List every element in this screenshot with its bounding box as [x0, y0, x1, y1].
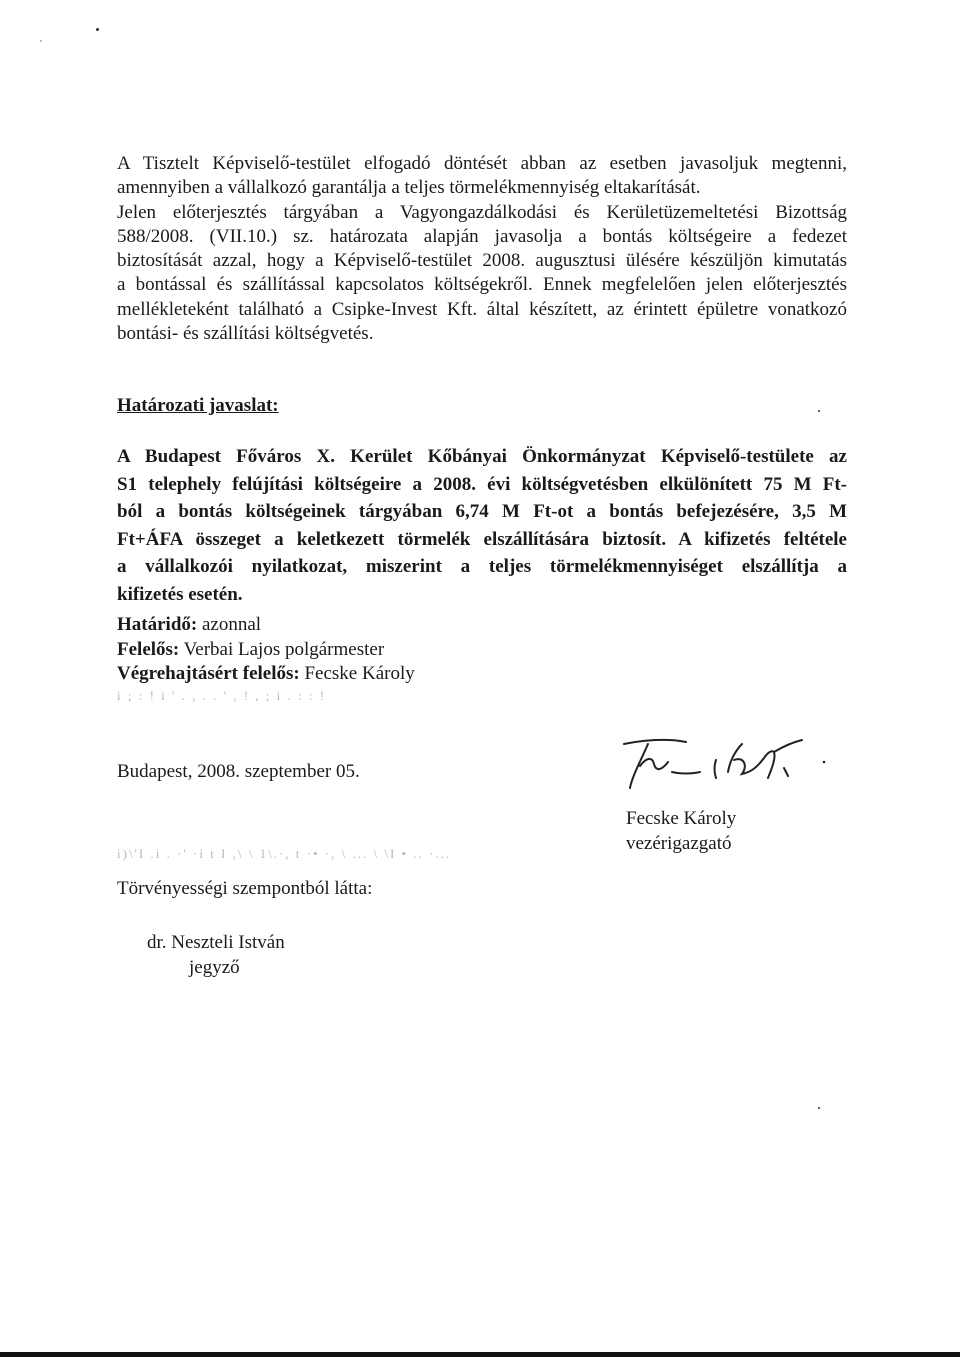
deadline-label: Határidő:: [117, 614, 198, 635]
resolution-paragraph: [117, 443, 847, 609]
resolution-line: A Budapest Főváros X. Kerület Kőbányai Önkormányzat Képviselő-testülete az: [117, 446, 847, 467]
resolution-heading: Határozati javaslat:: [117, 395, 279, 416]
responsible-row: [117, 638, 415, 663]
notary-title: jegyző: [189, 957, 240, 978]
scan-speck: [818, 410, 820, 412]
responsible-value: Verbai Lajos polgármester: [179, 638, 385, 660]
resolution-line: kifizetés esetén.: [117, 583, 243, 605]
signer-block: [626, 806, 736, 856]
executor-row: [117, 662, 415, 687]
notary-name: dr. Neszteli István: [147, 932, 285, 953]
intro-line: a bontással és szállítással kapcsolatos költségekről. Ennek megfelelően jelen előterjesztés: [117, 274, 847, 296]
intro-line: 588/2008. (VII.10.) sz. határozata alapján javasolja a bontás költségeire a fedezet: [117, 225, 847, 247]
intro-line: biztosítását azzal, hogy a Képviselő-testület 2008. augusztusi ülésére készüljön kimutatás: [117, 250, 847, 272]
intro-line: mellékleteként található a Csipke-Invest Kft. által készített, az érintett épületre vonatkozó: [117, 298, 847, 320]
scan-edge: [0, 1352, 960, 1357]
responsibility-block: [117, 613, 415, 687]
intro-line: Jelen előterjesztés tárgyában a Vagyongazdálkodási és Kerületüzemeltetési Bizottság: [117, 201, 847, 223]
deadline-value: azonnal: [197, 614, 262, 635]
scan-speck: [96, 28, 99, 31]
intro-paragraph: [117, 152, 847, 346]
intro-line: amennyiben a vállalkozó garantálja a teljes törmelékmennyiség eltakarítását.: [117, 177, 701, 199]
faded-bleed-text: i)\'I .i . ·' ·i t I ,\ \ 1\.·, t ·• ·, \ ... \ \I • .. ·...: [117, 846, 452, 861]
signer-name: Fecske Károly: [626, 808, 737, 829]
resolution-line: Ft+ÁFA összeget a keletkezett törmelék elszállítására biztosít. A kifizetés feltétele: [117, 528, 847, 550]
resolution-line: S1 telephely felújítási költségeire a 2008. évi költségvetésben elkülönített 75 M Ft-: [117, 473, 847, 495]
date-line: Budapest, 2008. szeptember 05.: [117, 761, 360, 782]
faded-bleed-text: i ; : ! i ' . , . . ' , ! , ; i . : : !: [117, 688, 327, 703]
intro-line: A Tisztelt Képviselő-testület elfogadó döntését abban az esetben javasoljuk megtenni,: [117, 153, 847, 174]
signer-title: vezérigazgató: [626, 833, 732, 854]
legal-review-line: Törvényességi szempontból látta:: [117, 878, 373, 899]
notary-block: [147, 930, 285, 980]
resolution-line: a vállalkozói nyilatkozat, miszerint a teljes törmelékmennyiséget elszállítja a: [117, 556, 847, 578]
executor-label: Végrehajtásért felelős:: [117, 663, 300, 684]
responsible-label: Felelős:: [117, 638, 180, 660]
resolution-line: ból a bontás költségeinek tárgyában 6,74 M Ft-ot a bontás befejezésére, 3,5 M: [117, 501, 847, 523]
intro-line: bontási- és szállítási költségvetés.: [117, 323, 374, 345]
handwritten-signature: [588, 722, 828, 792]
deadline-row: [117, 613, 415, 638]
scan-speck: [818, 1107, 820, 1109]
executor-value: Fecske Károly: [299, 663, 415, 684]
scan-speck: [40, 40, 42, 42]
